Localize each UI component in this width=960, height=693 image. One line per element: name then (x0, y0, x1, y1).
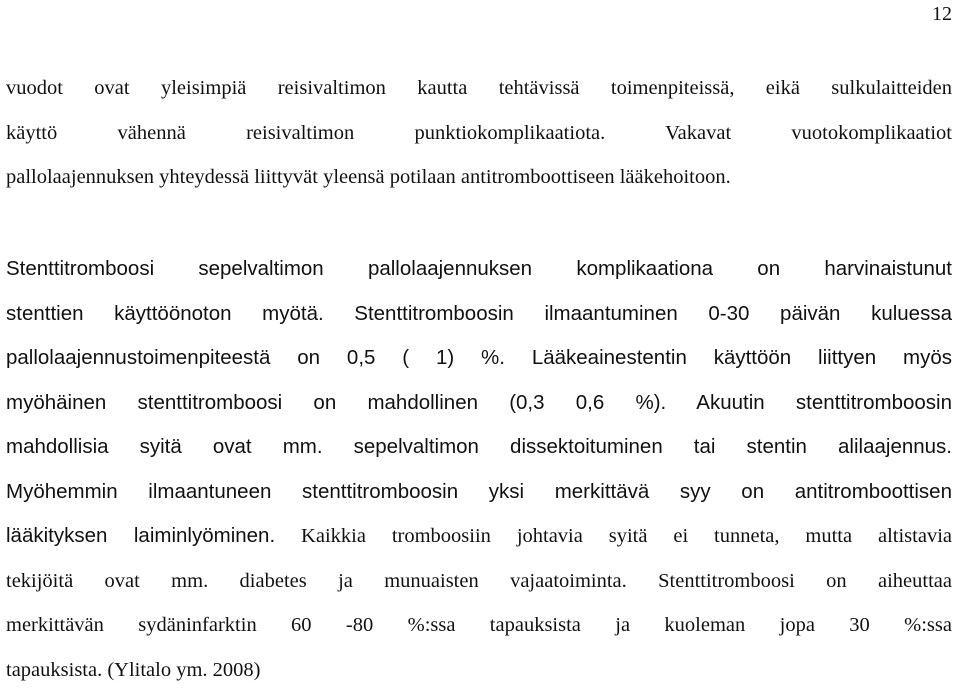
paragraph-line-mixed (6, 514, 952, 559)
paragraph-line: merkittävän sydäninfarktin 60 -80 %:ssa tapauksista ja kuoleman jopa 30 %:ssa (6, 614, 952, 636)
paragraph-line: tekijöitä ovat mm. diabetes ja munuaisten vajaatoiminta. Stenttitromboosi on aiheuttaa (6, 569, 952, 592)
paragraph-stent-thrombosis (6, 247, 952, 692)
paragraph-line: mahdollisia syitä ovat mm. sepelvaltimon dissektoituminen tai stentin alilaajennus. (6, 435, 952, 458)
paragraph-line: Stenttitromboosi sepelvaltimon pallolaajennuksen komplikaationa on harvinaistunut (6, 257, 952, 280)
paragraph-line: pallolaajennuksen yhteydessä liittyvät yleensä potilaan antitromboottiseen lääkehoitoon. (6, 166, 731, 188)
paragraph-line: stenttien käyttöönoton myötä. Stenttitromboosin ilmaantuminen 0-30 päivän kuluessa (6, 301, 952, 325)
page-number: 12 (932, 3, 952, 25)
paragraph-line: pallolaajennustoimenpiteestä on 0,5 ( 1) %. Lääkeainestentin käyttöön liittyen myös (6, 346, 952, 369)
serif-segment: Kaikkia tromboosiin johtavia syitä ei tunneta, mutta altistavia (275, 525, 952, 547)
paragraph-line: Myöhemmin ilmaantuneen stenttitromboosin yksi merkittävä syy on antitromboottisen (6, 479, 952, 503)
paragraph-line: myöhäinen stenttitromboosi on mahdollinen (0,3 0,6 %). Akuutin stenttitromboosin (6, 390, 952, 414)
paragraph-line: tapauksista. (Ylitalo ym. 2008) (6, 658, 261, 681)
paragraph-line: vuodot ovat yleisimpiä reisivaltimon kautta tehtävissä toimenpiteissä, eikä sulkulaitteiden (6, 77, 952, 99)
paragraph-bleeding-complications (6, 66, 952, 200)
paragraph-line: käyttö vähennä reisivaltimon punktiokomplikaatiota. Vakavat vuotokomplikaatiot (6, 121, 952, 144)
sans-segment: lääkityksen laiminlyöminen. (6, 524, 276, 547)
